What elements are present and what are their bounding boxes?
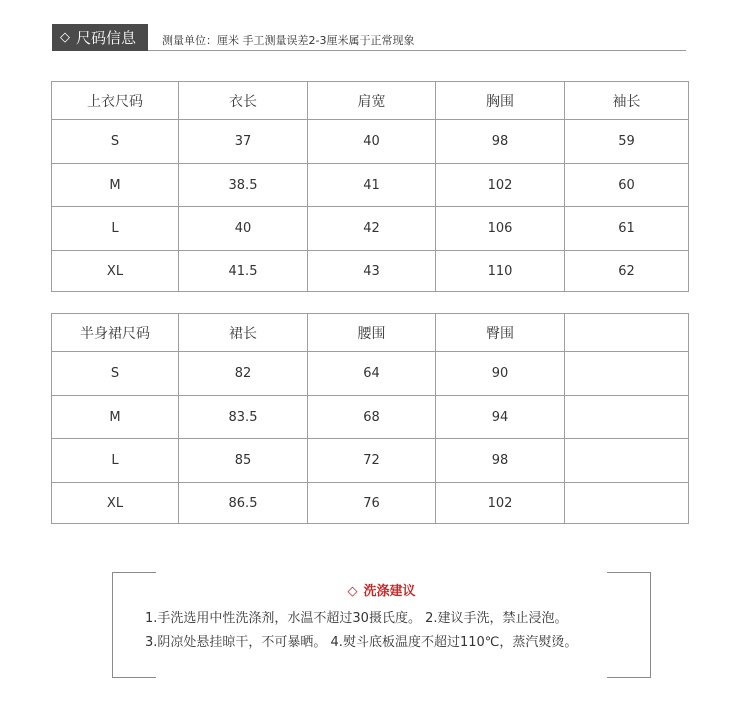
size-cell: L: [52, 207, 179, 251]
wash-title-text: 洗涤建议: [363, 584, 416, 599]
table-header-row: [52, 82, 689, 120]
header-cell: 肩宽: [308, 82, 436, 120]
value-cell: 102: [436, 483, 565, 524]
header-cell: [565, 314, 689, 352]
value-cell: 40: [179, 207, 308, 251]
top-size-table: [51, 81, 689, 292]
value-cell: 43: [308, 251, 436, 292]
value-cell: 38.5: [179, 164, 308, 207]
value-cell: 41.5: [179, 251, 308, 292]
size-cell: XL: [52, 483, 179, 524]
value-cell: 72: [308, 439, 436, 483]
wash-instruction-line: 3.阴凉处悬挂晾干，不可暴晒。 4.熨斗底板温度不超过110℃，蒸汽熨烫。: [145, 635, 578, 650]
section-title: 尺码信息: [76, 29, 137, 47]
value-cell: 83.5: [179, 396, 308, 439]
value-cell: 59: [565, 120, 689, 164]
size-cell: M: [52, 164, 179, 207]
value-cell: 76: [308, 483, 436, 524]
value-cell: 98: [436, 120, 565, 164]
skirt-size-table: [51, 313, 689, 524]
measurement-note: 测量单位：厘米 手工测量误差2-3厘米属于正常现象: [162, 34, 415, 47]
wash-instruction-line: 1.手洗选用中性洗涤剂，水温不超过30摄氏度。 2.建议手洗，禁止浸泡。: [145, 611, 568, 626]
size-cell: S: [52, 352, 179, 396]
table-row: [52, 483, 689, 524]
value-cell: 90: [436, 352, 565, 396]
header-cell: 裙长: [179, 314, 308, 352]
value-cell: 61: [565, 207, 689, 251]
value-cell: 40: [308, 120, 436, 164]
size-cell: S: [52, 120, 179, 164]
value-cell: 68: [308, 396, 436, 439]
value-cell: 37: [179, 120, 308, 164]
value-cell: 82: [179, 352, 308, 396]
value-cell: 106: [436, 207, 565, 251]
size-cell: M: [52, 396, 179, 439]
table-row: [52, 207, 689, 251]
value-cell: 86.5: [179, 483, 308, 524]
value-cell: 64: [308, 352, 436, 396]
header-cell: 半身裙尺码: [52, 314, 179, 352]
value-cell: 42: [308, 207, 436, 251]
header-cell: 袖长: [565, 82, 689, 120]
header-cell: 臀围: [436, 314, 565, 352]
value-cell: 85: [179, 439, 308, 483]
table-row: [52, 251, 689, 292]
wash-instructions-box: [112, 572, 651, 678]
value-cell: [565, 439, 689, 483]
table-row: [52, 120, 689, 164]
value-cell: 102: [436, 164, 565, 207]
table-header-row: [52, 314, 689, 352]
value-cell: 62: [565, 251, 689, 292]
header-cell: 腰围: [308, 314, 436, 352]
value-cell: [565, 396, 689, 439]
value-cell: 60: [565, 164, 689, 207]
value-cell: [565, 352, 689, 396]
value-cell: 94: [436, 396, 565, 439]
diamond-icon: ◇: [347, 584, 358, 599]
value-cell: [565, 483, 689, 524]
value-cell: 110: [436, 251, 565, 292]
size-cell: L: [52, 439, 179, 483]
section-title-badge: [52, 24, 148, 51]
header-divider: [148, 50, 686, 51]
table-row: [52, 352, 689, 396]
size-cell: XL: [52, 251, 179, 292]
table-row: [52, 439, 689, 483]
value-cell: 98: [436, 439, 565, 483]
value-cell: 41: [308, 164, 436, 207]
diamond-icon: ◇: [60, 30, 70, 45]
wash-title: [112, 580, 651, 599]
header-cell: 胸围: [436, 82, 565, 120]
header-cell: 衣长: [179, 82, 308, 120]
table-row: [52, 396, 689, 439]
header-cell: 上衣尺码: [52, 82, 179, 120]
table-row: [52, 164, 689, 207]
